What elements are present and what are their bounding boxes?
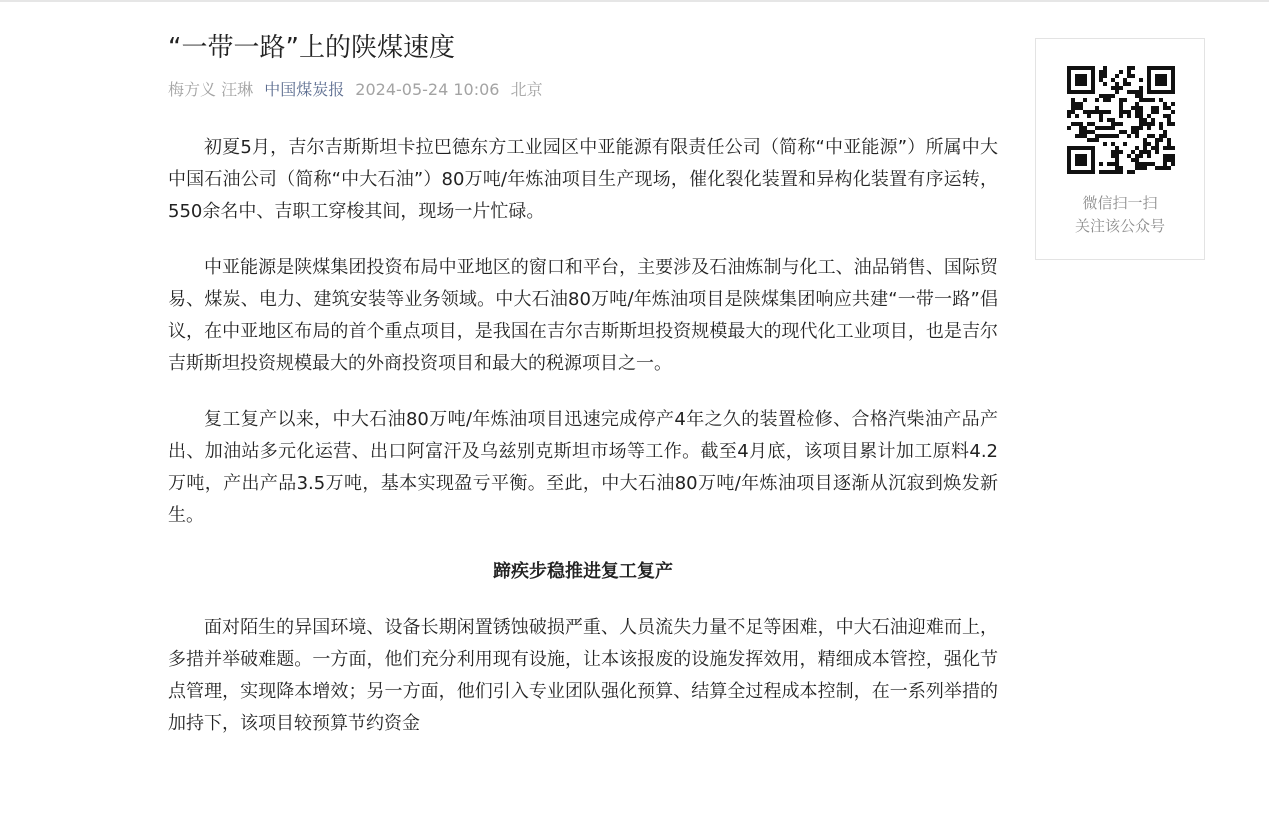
qr-caption-line1: 微信扫一扫 <box>1082 194 1158 212</box>
article-content <box>168 132 998 740</box>
article-title: “一带一路”上的陕煤速度 <box>168 33 455 63</box>
top-divider <box>0 0 1269 2</box>
paragraph: 中亚能源是陕煤集团投资布局中亚地区的窗口和平台，主要涉及石油炼制与化工、油品销售、国际贸易、煤炭、电力、建筑安装等业务领域。中大石油80万吨/年炼油项目是陕煤集团响应共建“一带一路”倡议，在中亚地区布局的首个重点项目，是我国在吉尔吉斯斯坦投资规模最大的现代化工业项目，也是吉尔吉斯斯坦投资规模最大的外商投资项目和最大的税源项目之一。 <box>168 257 998 374</box>
article-source-link[interactable]: 中国煤炭报 <box>264 80 345 99</box>
qr-code-icon[interactable] <box>1067 66 1175 174</box>
article-authors: 梅方义 汪琳 <box>168 80 254 99</box>
article <box>168 30 998 764</box>
qr-caption-line2: 关注该公众号 <box>1074 217 1165 235</box>
article-meta <box>168 78 998 102</box>
article-location: 北京 <box>510 80 543 99</box>
qr-code-panel <box>1035 38 1205 260</box>
section-heading: 蹄疾步稳推进复工复产 <box>493 561 673 582</box>
article-datetime: 2024-05-24 10:06 <box>355 80 500 99</box>
paragraph: 面对陌生的异国环境、设备长期闲置锈蚀破损严重、人员流失力量不足等困难，中大石油迎难而上，多措并举破难题。一方面，他们充分利用现有设施，让本该报废的设施发挥效用，精细成本管控，强化节点管理，实现降本增效；另一方面，他们引入专业团队强化预算、结算全过程成本控制，在一系列举措的加持下，该项目较预算节约资金 <box>168 617 998 734</box>
paragraph: 复工复产以来，中大石油80万吨/年炼油项目迅速完成停产4年之久的装置检修、合格汽柴油产品产出、加油站多元化运营、出口阿富汗及乌兹别克斯坦市场等工作。截至4月底，该项目累计加工原料4.2万吨，产出产品3.5万吨，基本实现盈亏平衡。至此，中大石油80万吨/年炼油项目逐渐从沉寂到焕发新生。 <box>168 409 998 526</box>
qr-caption <box>1036 192 1204 238</box>
paragraph: 初夏5月，吉尔吉斯斯坦卡拉巴德东方工业园区中亚能源有限责任公司（简称“中亚能源”）所属中大中国石油公司（简称“中大石油”）80万吨/年炼油项目生产现场，催化裂化装置和异构化装置有序运转，550余名中、吉职工穿梭其间，现场一片忙碌。 <box>168 137 998 222</box>
